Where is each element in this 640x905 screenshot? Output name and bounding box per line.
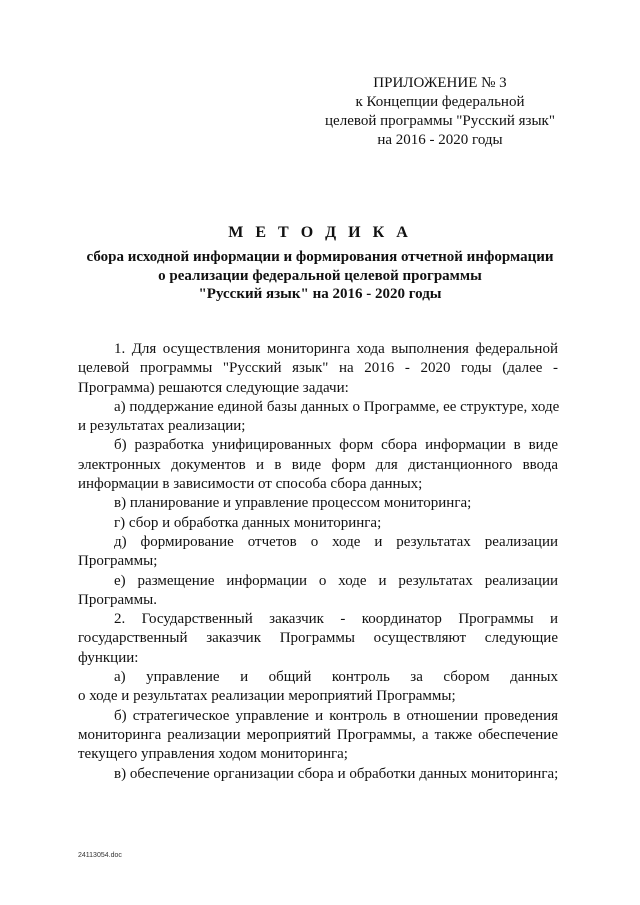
- body-line: электронных документов и в виде форм для дистанционного ввода: [78, 456, 558, 473]
- appendix-line: на 2016 - 2020 годы: [377, 132, 503, 148]
- appendix-line: целевой программы "Русский язык": [325, 113, 555, 129]
- body-line: Программа) решаются следующие задачи:: [78, 379, 349, 396]
- body-line: государственный заказчик Программы осуществляют следующие: [78, 630, 558, 647]
- body-line: а) поддержание единой базы данных о Программе, ее структуре, ходе: [114, 398, 560, 415]
- body-line: мониторинга реализации мероприятий Программы, а также обеспечение: [78, 726, 558, 743]
- document-body: [78, 340, 558, 784]
- body-line: б) разработка унифицированных форм сбора информации в виде: [114, 437, 558, 454]
- body-line: функции:: [78, 649, 139, 666]
- body-line: о ходе и результатах реализации мероприятий Программы;: [78, 688, 456, 705]
- body-line: Программы.: [78, 591, 157, 608]
- appendix-header: [300, 74, 580, 150]
- body-line: б) стратегическое управление и контроль в отношении проведения: [114, 707, 558, 724]
- appendix-line: к Концепции федеральной: [355, 94, 525, 110]
- document-title: М Е Т О Д И К А: [228, 224, 412, 241]
- body-line: в) планирование и управление процессом мониторинга;: [114, 495, 472, 512]
- subtitle-line: "Русский язык" на 2016 - 2020 годы: [198, 286, 442, 302]
- body-line: а) управление и общий контроль за сбором данных: [114, 669, 558, 686]
- document-subtitle: [60, 248, 580, 304]
- subtitle-line: сбора исходной информации и формирования отчетной информации: [86, 249, 554, 265]
- footer-file-name: 24113054.doc: [78, 852, 122, 859]
- body-line: д) формирование отчетов о ходе и результатах реализации: [114, 533, 558, 550]
- body-line: информации в зависимости от способа сбора данных;: [78, 476, 423, 493]
- subtitle-line: о реализации федеральной целевой программы: [158, 267, 482, 284]
- appendix-number: ПРИЛОЖЕНИЕ № 3: [373, 75, 507, 91]
- body-line: целевой программы "Русский язык" на 2016 - 2020 годы (далее -: [78, 360, 558, 377]
- body-line: е) размещение информации о ходе и результатах реализации: [114, 572, 558, 589]
- body-line: в) обеспечение организации сбора и обработки данных мониторинга;: [114, 765, 559, 782]
- body-line: г) сбор и обработка данных мониторинга;: [114, 514, 382, 531]
- body-line: 2. Государственный заказчик - координатор Программы и: [114, 611, 558, 628]
- body-line: и результатах реализации;: [78, 418, 246, 435]
- body-line: Программы;: [78, 553, 158, 570]
- body-line: 1. Для осуществления мониторинга хода выполнения федеральной: [114, 341, 558, 357]
- body-line: текущего управления ходом мониторинга;: [78, 746, 348, 763]
